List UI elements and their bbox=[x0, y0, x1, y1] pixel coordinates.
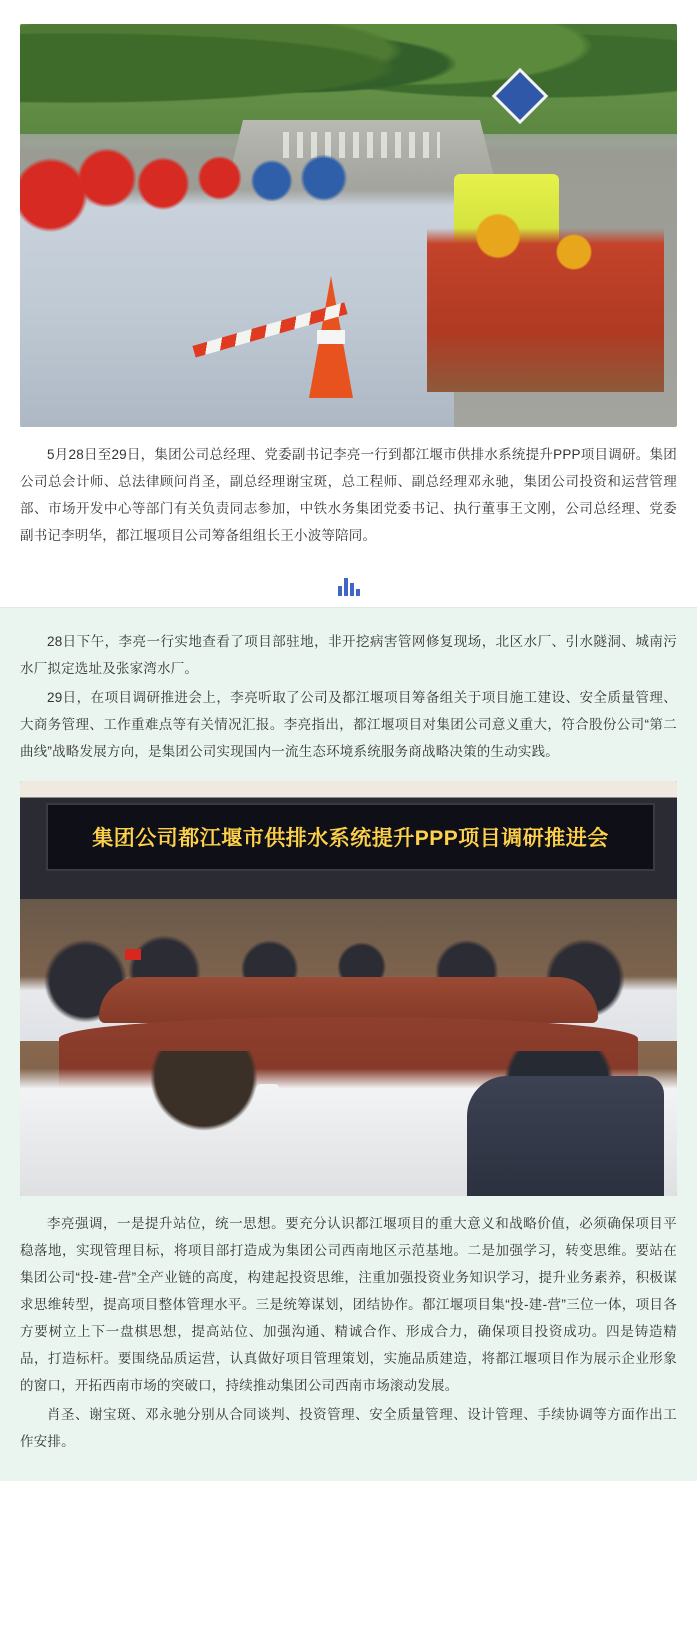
paragraph-meeting-report: 29日，在项目调研推进会上，李亮听取了公司及都江堰项目筹备组关于项目施工建设、安全质量管理、大商务管理、工作重难点等有关情况汇报。李亮指出，都江堰项目对集团公司意义重大，符合股份公司“第二曲线”战略发展方向，是集团公司实现国内一流生态环境系统服务商战略决策的生动实践。 bbox=[20, 690, 677, 759]
meeting-banner bbox=[46, 803, 654, 871]
paragraph-liliang-emphasis: 李亮强调，一是提升站位，统一思想。要充分认识都江堰项目的重大意义和战略价值，必须确保项目平稳落地，实现管理目标，将项目部打造成为集团公司西南地区示范基地。二是加强学习，转变思维。要站在集团公司“投‑建‑营”全产业链的高度，构建起投资思维，注重加强投资业务知识学习，提升业务素养，积极谋求思维转型，提高项目整体管理水平。三是统筹谋划，团结协作。都江堰项目集“投‑建‑营”三位一体，项目各方要树立上下一盘棋思想，提高站位、加强沟通、精诚合作、形成合力，确保项目投资成功。四是铸造精品，打造标杆。要围绕品质运营，认真做好项目管理策划，实施品质建造，将都江堰项目作为展示企业形象的窗口，开拓西南市场的突破口，持续推动集团公司西南市场滚动发展。 bbox=[20, 1216, 677, 1393]
paragraph-survey-intro: 5月28日至29日，集团公司总经理、党委副书记李亮一行到都江堰市供排水系统提升PPP项目调研。集团公司总会计师、总法律顾问肖圣，副总经理谢宝斑，总工程师、副总经理邓永驰，集团公司投资和运营管理部、市场开发中心等部门有关负责同志参加，中铁水务集团党委书记、执行董事王文刚，公司总经理、党委副书记李明华，都江堰项目公司筹备组组长王小波等陪同。 bbox=[20, 447, 677, 543]
section-meeting bbox=[0, 607, 697, 1481]
section-divider bbox=[0, 567, 697, 607]
table-flag-icon bbox=[125, 949, 141, 960]
traffic-cone-icon bbox=[309, 276, 353, 398]
meeting-attendees-near bbox=[20, 1051, 677, 1196]
paragraph-work-arrangements: 肖圣、谢宝斑、邓永驰分别从合同谈判、投资管理、安全质量管理、设计管理、手续协调等方面作出工作安排。 bbox=[20, 1407, 677, 1449]
section-site-survey bbox=[0, 0, 697, 567]
bar-chart-icon bbox=[338, 578, 360, 596]
construction-workers bbox=[427, 192, 664, 392]
site-survey-photo bbox=[20, 24, 677, 427]
paragraph-site-visit: 28日下午，李亮一行实地查看了项目部驻地，非开挖病害管网修复现场，北区水厂、引水隧洞、城南污水厂拟定选址及张家湾水厂。 bbox=[20, 634, 677, 676]
meeting-photo bbox=[20, 781, 677, 1196]
officials-group bbox=[20, 144, 454, 427]
meeting-banner-text: 集团公司都江堰市供排水系统提升PPP项目调研推进会 bbox=[92, 827, 609, 850]
tree-line bbox=[20, 24, 677, 134]
